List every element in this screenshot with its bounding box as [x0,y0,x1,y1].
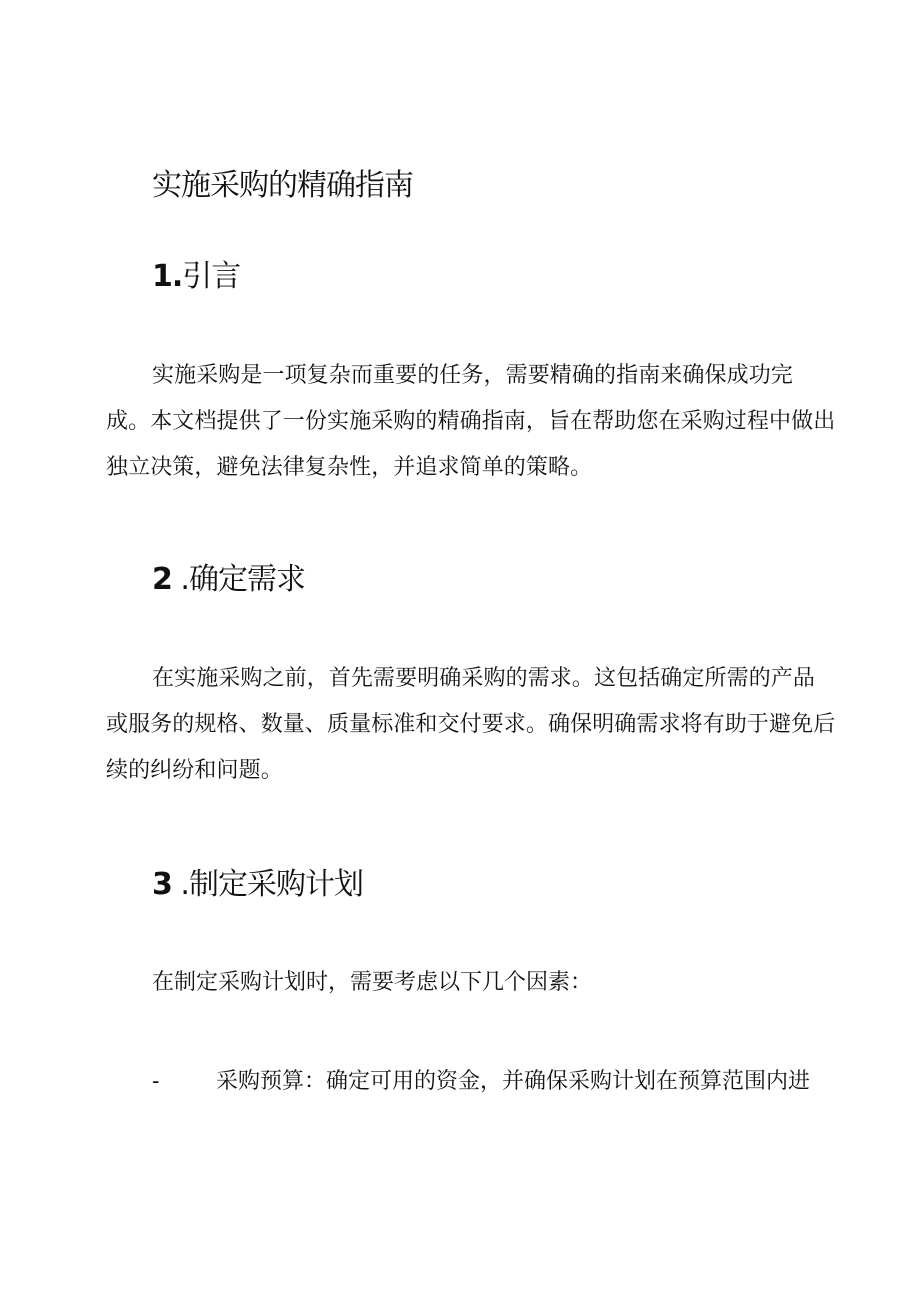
paragraph-line: 在实施采购之前，首先需要明确采购的需求。这包括确定所需的产品 [152,666,816,691]
section-2-heading [152,560,305,600]
section-1-paragraph [106,353,836,491]
section-1-title: 引言 [182,259,241,294]
section-1-number: 1. [152,259,183,294]
paragraph-line: 独立决策，避免法律复杂性，并追求简单的策略。 [106,455,593,480]
section-2-title: .确定需求 [180,562,305,597]
section-2-number: 2 [152,562,172,597]
section-3-title: .制定采购计划 [180,867,363,902]
bullet-marker: - [152,1069,160,1094]
paragraph-line: 实施采购是一项复杂而重要的任务，需要精确的指南来确保成功完 [152,363,793,388]
section-3-intro: 在制定采购计划时，需要考虑以下几个因素： [152,970,593,995]
section-3-heading [152,865,363,905]
paragraph-line: 续的纠纷和问题。 [106,758,283,783]
bullet-text: 采购预算：确定可用的资金，并确保采购计划在预算范围内进 [216,1069,811,1094]
paragraph-line: 成。本文档提供了一份实施采购的精确指南，旨在帮助您在采购过程中做出 [106,409,836,434]
section-1-heading [152,257,240,297]
list-item [152,1059,810,1105]
section-2-paragraph [106,656,836,794]
paragraph-line: 或服务的规格、数量、质量标准和交付要求。确保明确需求将有助于避免后 [106,712,836,737]
section-3-number: 3 [152,867,172,902]
document-title: 实施采购的精确指南 [152,168,413,203]
